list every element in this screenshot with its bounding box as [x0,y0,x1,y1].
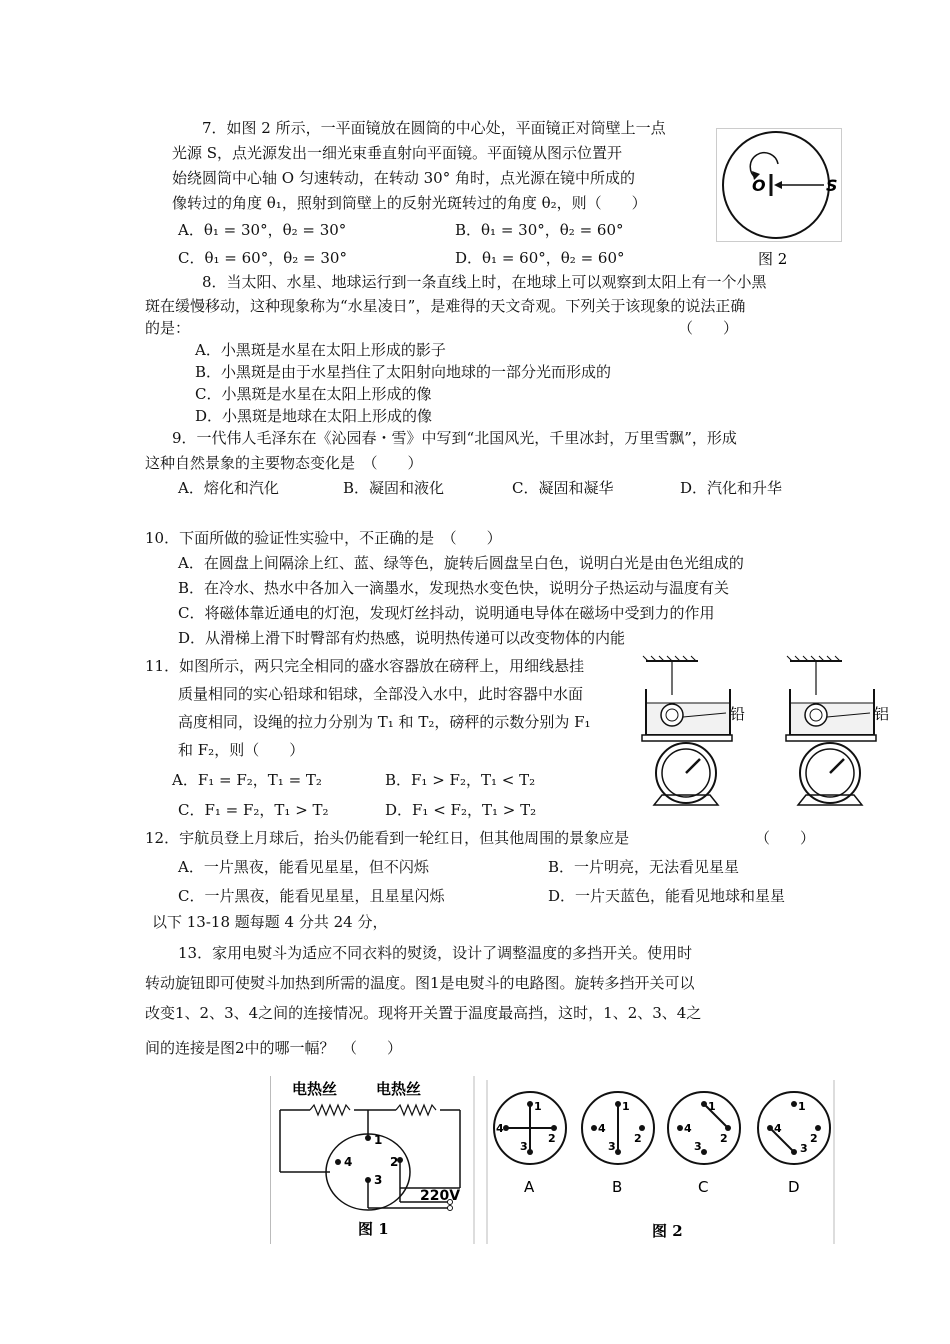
heater-label-right: 电热丝 [376,1080,422,1098]
q8-line3: 的是： [145,319,191,337]
c-terminal-4: 4 [684,1122,692,1135]
option-b-diagram [582,1092,654,1196]
mirror-cylinder-figure [716,128,842,270]
terminal-1: 1 [374,1133,383,1147]
heater-resistor-right [396,1105,436,1115]
terminal-2: 2 [390,1155,399,1169]
q11-line1: 11．如图所示，两只完全相同的盛水容器放在磅秤上，用细线悬挂 [145,657,585,675]
option-c-diagram [668,1092,740,1196]
option-b-label: B [612,1178,623,1196]
q12-option-a: A．一片黑夜，能看见星星，但不闪烁 [178,858,429,876]
option-c-label: C [698,1178,709,1196]
q11-option-c: C．F₁ = F₂，T₁ > T₂ [178,801,329,819]
q7-line3: 始绕圆筒中心轴 O 匀速转动，在转动 30° 角时，点光源在镜中所成的 [172,169,635,187]
q12-option-d: D．一片天蓝色，能看见地球和星星 [548,887,786,905]
q11-option-a: A．F₁ = F₂，T₁ = T₂ [172,771,322,789]
q9-line2: 这种自然景象的主要物态变化是 （ ） [145,454,423,472]
terminal-3: 3 [374,1173,383,1187]
q8-line1: 8．当太阳、水星、地球运行到一条直线上时，在地球上可以观察到太阳上有一个小黑 [202,273,767,291]
q10-option-c: C．将磁体靠近通电的灯泡，发现灯丝抖动，说明通电导体在磁场中受到力的作用 [178,604,715,622]
q7-option-c: C．θ₁ = 60°，θ₂ = 30° [178,249,347,267]
b-terminal-1: 1 [622,1100,630,1113]
right-scale [786,656,889,805]
option-a-label: A [524,1178,535,1196]
q12-paren: （ ） [755,829,816,847]
q11-line3: 高度相同，设绳的拉力分别为 T₁ 和 T₂，磅秤的示数分别为 F₁ [178,713,591,731]
b-terminal-3: 3 [608,1140,616,1153]
q11-option-b: B．F₁ > F₂，T₁ < T₂ [385,771,536,789]
q9-option-b: B．凝固和液化 [343,479,445,497]
d-terminal-4: 4 [774,1122,782,1135]
q9-line1: 9．一代伟人毛泽东在《沁园春・雪》中写到“北国风光，千里冰封，万里雪飘”，形成 [172,429,737,447]
fig2-caption-q13: 图 2 [652,1222,683,1240]
b-terminal-4: 4 [598,1122,606,1135]
option-d-label: D [788,1178,800,1196]
heater-resistor-left [310,1105,350,1115]
option-a-diagram [494,1092,566,1196]
terminal-4: 4 [344,1155,353,1169]
q7-option-d: D．θ₁ = 60°，θ₂ = 60° [455,249,625,267]
left-scale [642,656,745,805]
q10-line1: 10．下面所做的验证性实验中，不正确的是 （ ） [145,529,502,547]
q13-line3: 改变1、2、3、4之间的连接情况。现将开关置于温度最高挡，这时，1、2、3、4之 [145,1004,702,1022]
d-terminal-3: 3 [800,1142,808,1155]
q7-line2: 光源 S，点光源发出一细光束垂直射向平面镜。平面镜从图示位置开 [172,144,623,162]
q12-option-c: C．一片黑夜，能看见星星，且星星闪烁 [178,887,445,905]
c-terminal-3: 3 [694,1140,702,1153]
label-o: O [752,176,766,195]
option-d-diagram [758,1092,830,1196]
a-terminal-4: 4 [496,1122,504,1135]
q10-option-b: B．在冷水、热水中各加入一滴墨水，发现热水变色快，说明分子热运动与温度有关 [178,579,730,597]
label-s: S [826,176,838,195]
fig1-caption: 图 1 [358,1220,389,1238]
a-terminal-1: 1 [534,1100,542,1113]
fig2-caption: 图 2 [758,250,788,268]
label-lead: 铅 [730,705,746,723]
section-note: 以下 13-18 题每题 4 分共 24 分， [152,913,388,931]
q11-line4: 和 F₂，则（ ） [178,741,305,759]
q10-option-d: D．从滑梯上滑下时臀部有灼热感，说明热传递可以改变物体的内能 [178,629,626,647]
q11-option-d: D．F₁ < F₂，T₁ > T₂ [385,801,537,819]
q8-line2: 斑在缓慢移动，这种现象称为“水星凌日”，是难得的天文奇观。下列关于该现象的说法正确 [145,297,746,315]
q11-line2: 质量相同的实心铅球和铝球，全部没入水中，此时容器中水面 [178,685,584,703]
q7-line1: 7．如图 2 所示，一平面镜放在圆筒的中心处，平面镜正对筒壁上一点 [202,119,666,137]
q9-option-c: C．凝固和凝华 [512,479,614,497]
q8-option-b: B．小黑斑是由于水星挡住了太阳射向地球的一部分光而形成的 [195,363,612,381]
a-terminal-3: 3 [520,1140,528,1153]
heater-label-left: 电热丝 [292,1080,338,1098]
q7-option-b: B．θ₁ = 30°，θ₂ = 60° [455,221,624,239]
switch-options-figure [486,1080,838,1244]
q12-option-b: B．一片明亮，无法看见星星 [548,858,740,876]
q8-paren: （ ） [678,319,739,337]
a-terminal-2: 2 [548,1132,556,1145]
q8-option-a: A．小黑斑是水星在太阳上形成的影子 [195,341,446,359]
voltage-label: 220V [420,1188,461,1204]
iron-circuit-figure [270,1076,476,1244]
q13-line4: 间的连接是图2中的哪一幅？ （ ） [145,1039,403,1057]
b-terminal-2: 2 [634,1132,642,1145]
q8-option-c: C．小黑斑是水星在太阳上形成的像 [195,385,432,403]
q7-line4: 像转过的角度 θ₁，照射到筒壁上的反射光斑转过的角度 θ₂，则（ ） [172,194,647,212]
c-terminal-2: 2 [720,1132,728,1145]
q7-option-a: A．θ₁ = 30°，θ₂ = 30° [178,221,347,239]
q10-option-a: A．在圆盘上间隔涂上红、蓝、绿等色，旋转后圆盘呈白色，说明白光是由色光组成的 [178,554,744,572]
q13-line1: 13．家用电熨斗为适应不同衣料的熨烫，设计了调整温度的多挡开关。使用时 [178,944,693,962]
balance-scales-figure [640,655,905,815]
q9-option-d: D．汽化和升华 [680,479,783,497]
d-terminal-1: 1 [798,1100,806,1113]
q12-line1: 12．宇航员登上月球后，抬头仍能看到一轮红日，但其他周围的景象应是 [145,829,630,847]
label-aluminum: 铝 [874,705,890,723]
q8-option-d: D．小黑斑是地球在太阳上形成的像 [195,407,433,425]
q13-line2: 转动旋钮即可使熨斗加热到所需的温度。图1是电熨斗的电路图。旋转多挡开关可以 [145,974,695,992]
d-terminal-2: 2 [810,1132,818,1145]
q9-option-a: A．熔化和汽化 [178,479,279,497]
c-terminal-1: 1 [708,1100,716,1113]
